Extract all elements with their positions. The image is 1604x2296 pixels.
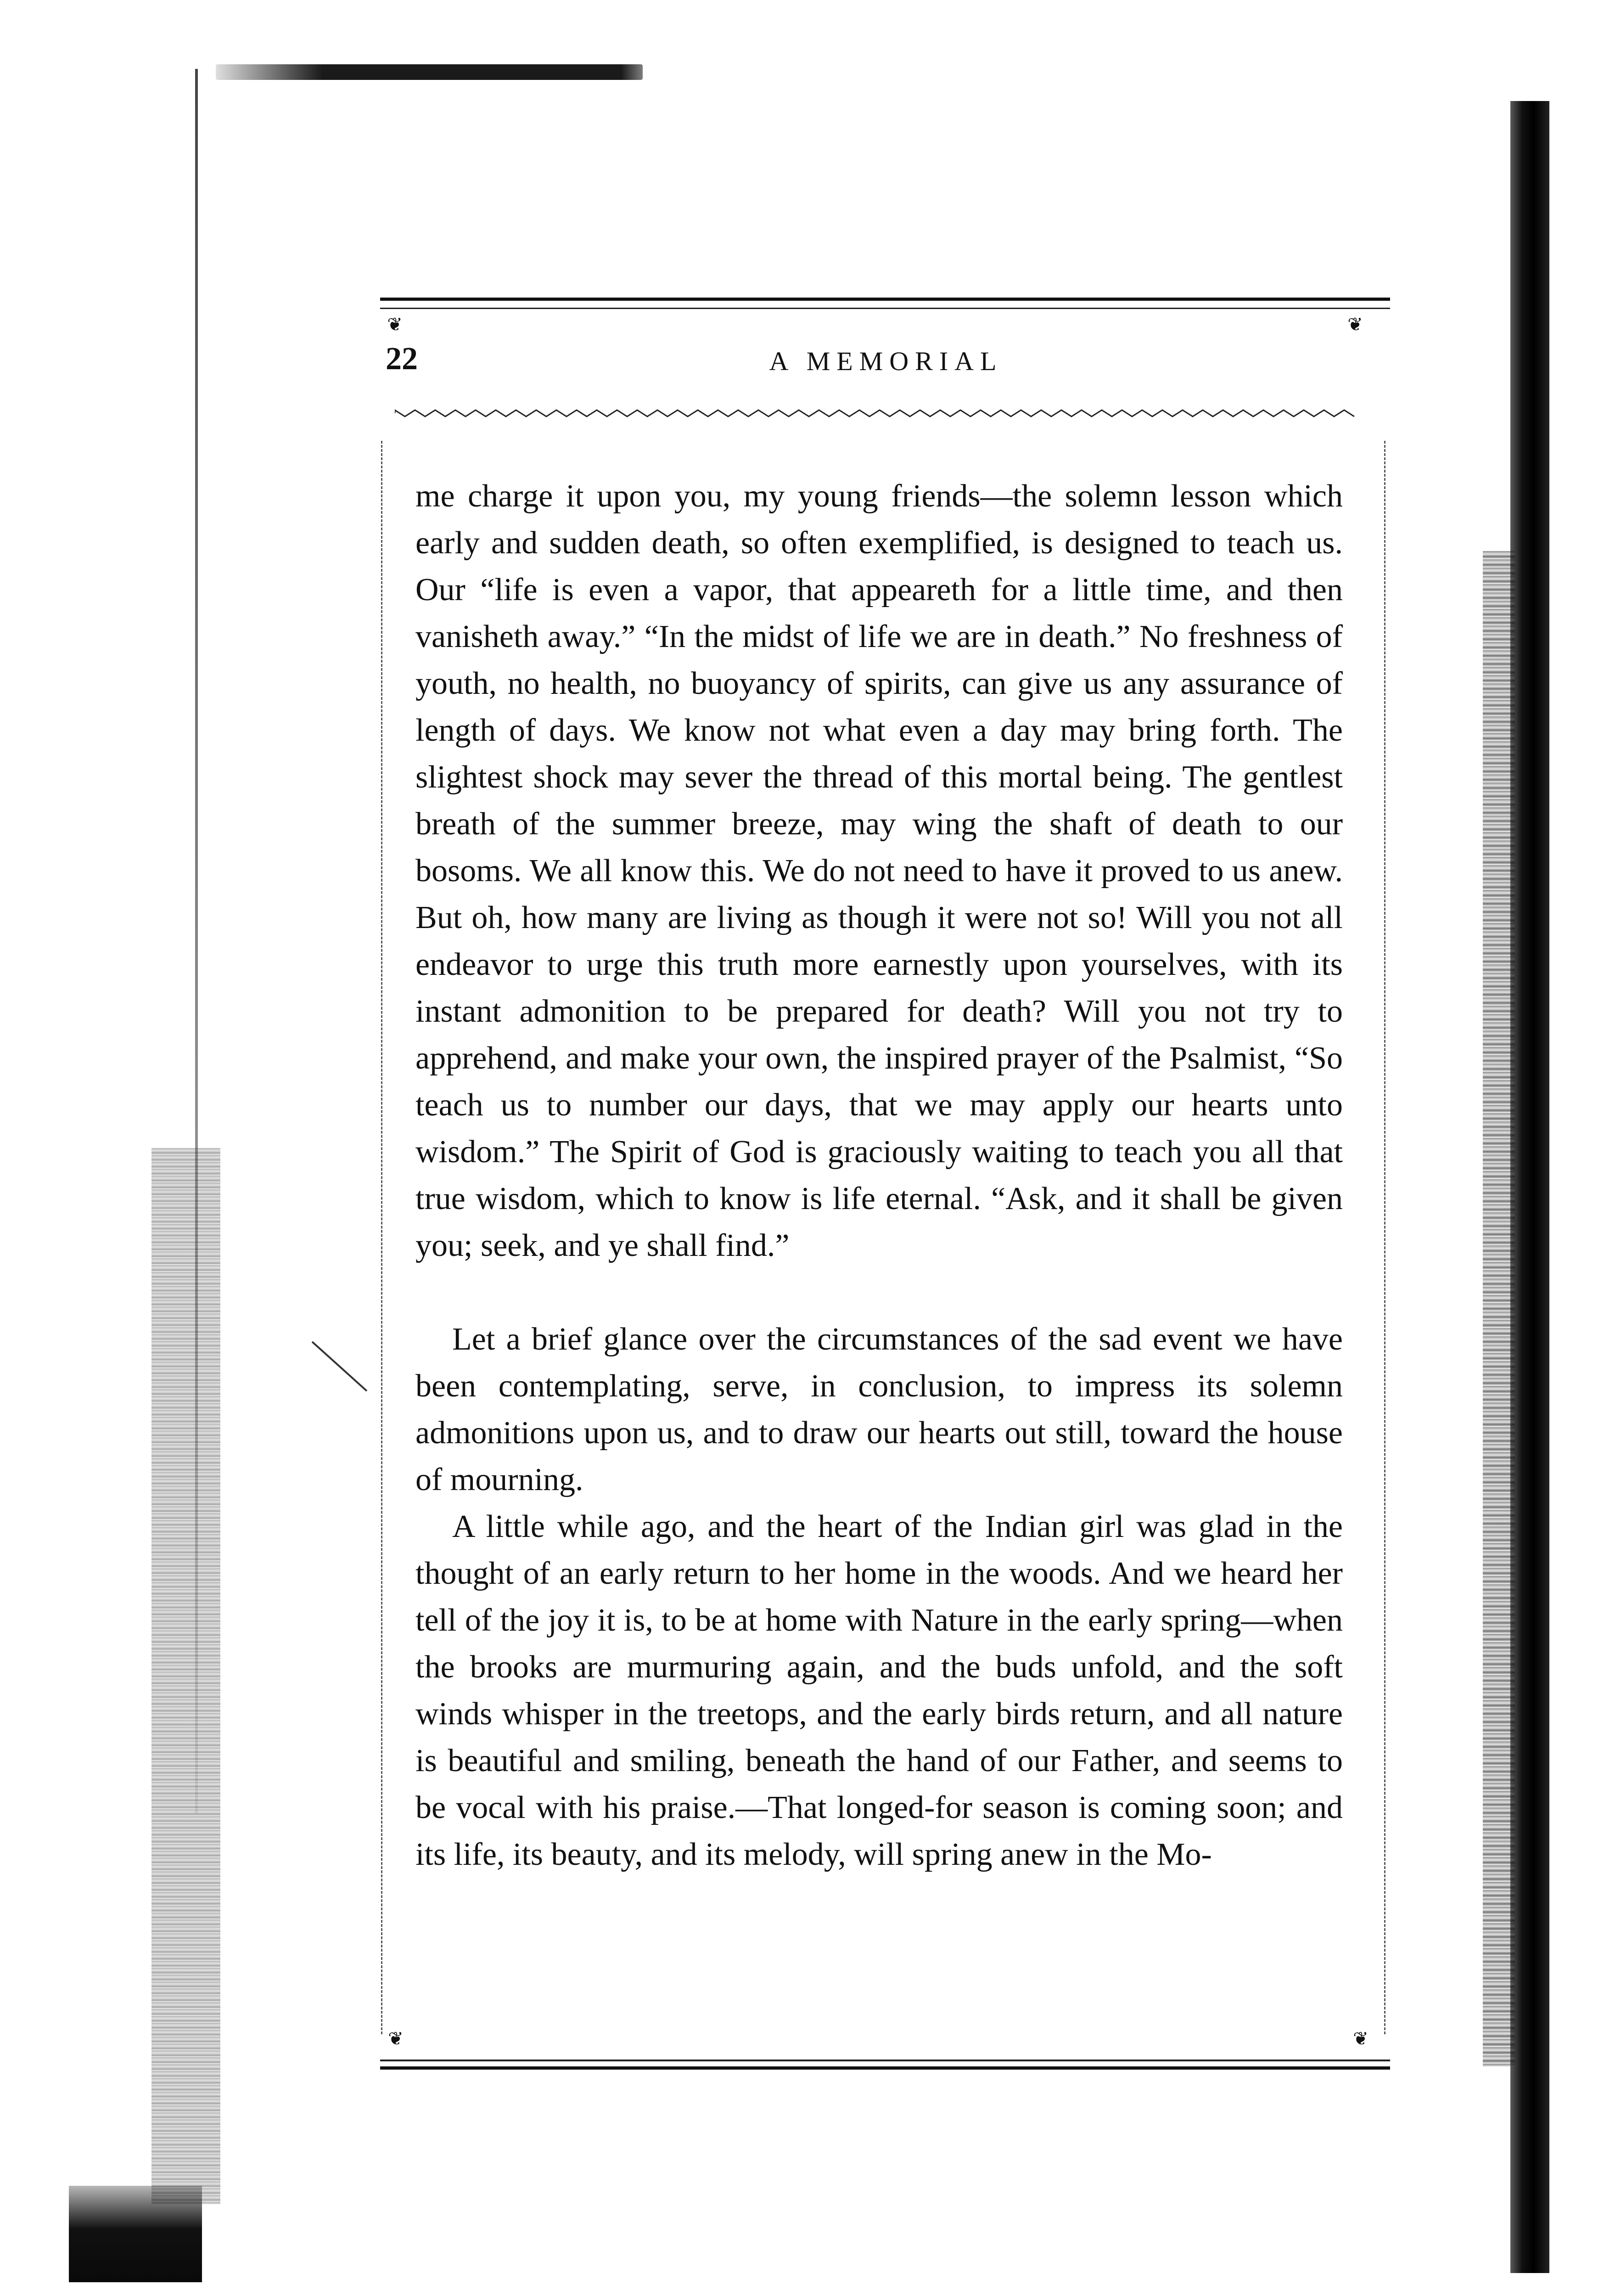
scan-stray-mark <box>312 1341 368 1392</box>
running-title: A MEMORIAL <box>769 346 1003 376</box>
frame-rule-left <box>381 441 382 2034</box>
frame-rule-right <box>1384 441 1385 2034</box>
frame-rule-top-thick <box>380 298 1390 301</box>
frame-rule-bottom-thick <box>380 2066 1390 2070</box>
paragraph: Let a brief glance over the circumstances of the sad event we have been contemplating, serve, in conclusion, to impress its solemn admonitions upon us, and to draw our hearts out still, toward the house of mourning. <box>415 1322 1343 1497</box>
paragraph: me charge it upon you, my young friends—the solemn lesson which early and sudden death, so often exemplified, is designed to teach us. Our “life is even a vapor, that appeareth for a little time, and then vanisheth away.” “In the midst of life we are in death.” No freshness of youth, no health, no buoyancy of spirits, can give us any assurance of length of days. We know not what even a day may bring forth. The slightest shock may sever the thread of this mortal being. The gentlest breath of the summer breeze, may wing the shaft of death to our bosoms. We all know this. We do not need to have it proved to us anew. But oh, how many are living as though it were not so! Will you not all endeavor to urge this truth more earnestly upon yourselves, with its instant admonition to be prepared for death? Will you not try to apprehend, and make your own, the inspired prayer of the Psalmist, “So teach us to number our days, that we may apply our hearts unto wisdom.” The Spirit of God is graciously waiting to teach you all that true wisdom, which to know is life eternal. “Ask, and it shall be given you; seek, and ye shall find.” <box>415 478 1343 1263</box>
corner-ornament-icon: ❦ <box>1353 2028 1368 2049</box>
corner-ornament-icon: ❦ <box>387 314 403 335</box>
scan-page-edge-right <box>1510 101 1549 2273</box>
scan-dark-patch <box>69 2186 202 2282</box>
frame-rule-top-thin <box>380 308 1390 309</box>
corner-ornament-icon: ❦ <box>1347 314 1363 335</box>
scan-page-edge-fuzz <box>1483 551 1515 2066</box>
scan-binding-shadow <box>151 1148 220 2204</box>
scan-smudge-top <box>216 64 643 80</box>
paragraph: A little while ago, and the heart of the Indian girl was glad in the thought of an early return to her home in the woods. And we heard her tell of the joy it is, to be at home with Nature in the early spring—when the brooks are murmuring again, and the buds unfold, and the soft winds whisper in the treetops, and the early birds return, and all nature is beautiful and smiling, beneath the hand of our Father, and seems to be vocal with his praise.—That longed-for season is coming soon; and its life, its beauty, and its melody, will spring anew in the Mo- <box>415 1509 1343 1872</box>
corner-ornament-icon: ❦ <box>388 2028 404 2049</box>
paragraph-gap <box>415 1269 1343 1316</box>
body-text <box>415 473 1343 1878</box>
wavy-rule <box>395 406 1363 420</box>
frame-rule-bottom-thin <box>380 2060 1390 2061</box>
page-number: 22 <box>386 341 418 377</box>
